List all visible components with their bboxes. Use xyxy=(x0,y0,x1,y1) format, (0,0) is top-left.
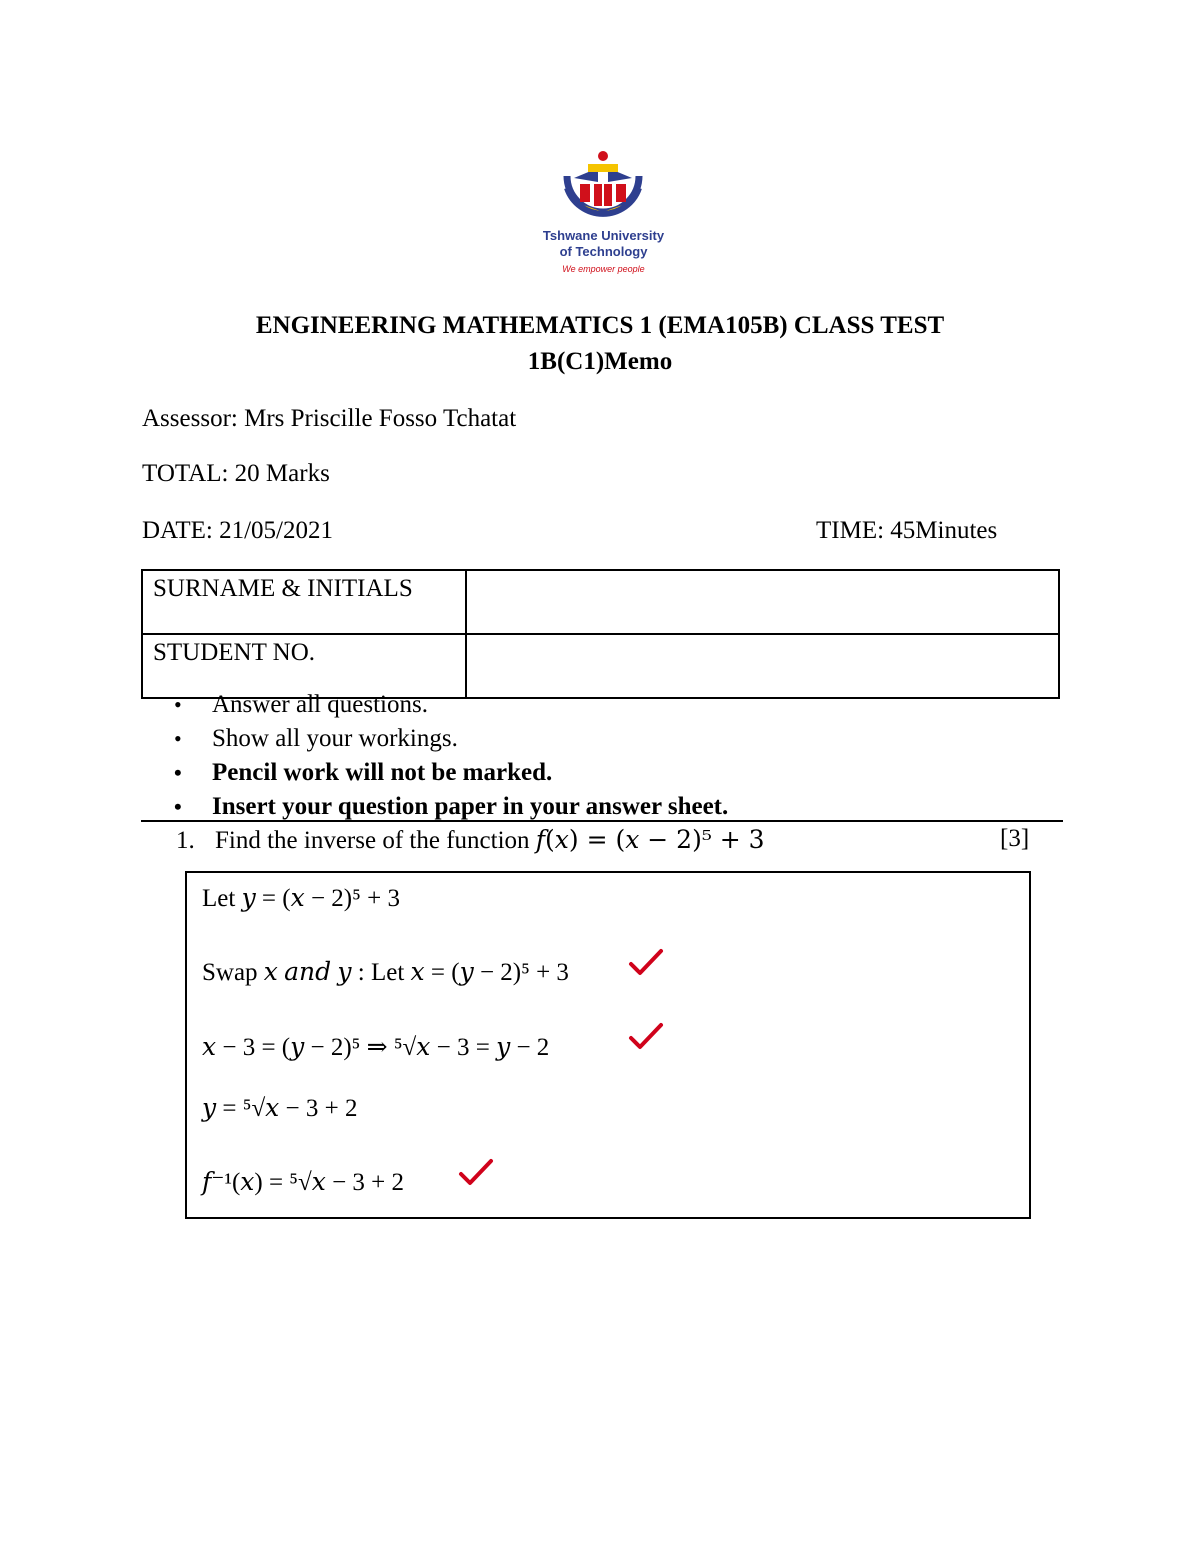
date-line: DATE: 21/05/2021 xyxy=(142,517,333,544)
total-marks-line: TOTAL: 20 Marks xyxy=(142,460,330,487)
time-line: TIME: 45Minutes xyxy=(816,517,998,544)
question-text: Find the inverse of the function xyxy=(215,827,530,854)
logo-text-line2: of Technology xyxy=(559,244,648,259)
instruction-item: • Insert your question paper in your answer sheet. xyxy=(172,790,728,824)
university-logo xyxy=(536,148,671,280)
check-mark-icon xyxy=(458,1158,494,1186)
instructions-list xyxy=(172,688,728,824)
table-row xyxy=(142,570,1059,634)
answer-line-4: 𝑦 = ⁵√𝑥 − 3 + 2 xyxy=(202,1095,358,1122)
instruction-item: • Show all your workings. xyxy=(172,722,728,756)
section-divider xyxy=(141,820,1063,822)
logo-tagline: We empower people xyxy=(562,264,645,274)
logo-text-line1: Tshwane University xyxy=(542,228,665,243)
check-mark-icon xyxy=(628,1022,664,1050)
answer-line-2: Swap 𝑥 𝑎𝑛𝑑 𝑦 : Let 𝑥 = (𝑦 − 2)⁵ + 3 xyxy=(202,959,569,986)
answer-line-1: Let 𝑦 = (𝑥 − 2)⁵ + 3 xyxy=(202,885,400,912)
student-number-label: STUDENT NO. xyxy=(142,634,466,698)
answer-line-3: 𝑥 − 3 = (𝑦 − 2)⁵ ⇒ ⁵√𝑥 − 3 = 𝑦 − 2 xyxy=(202,1034,550,1061)
document-title: ENGINEERING MATHEMATICS 1 (EMA105B) CLASS TEST xyxy=(255,312,945,339)
question-1 xyxy=(176,825,765,855)
student-id-table xyxy=(141,569,1060,699)
instruction-item: • Answer all questions. xyxy=(172,688,728,722)
surname-field[interactable] xyxy=(466,570,1059,634)
question-marks: [3] xyxy=(1000,825,1030,852)
answer-line-5: 𝑓⁻¹(𝑥) = ⁵√𝑥 − 3 + 2 xyxy=(202,1169,405,1196)
assessor-line: Assessor: Mrs Priscille Fosso Tchatat xyxy=(142,405,517,432)
check-mark-icon xyxy=(628,948,664,976)
question-expression: 𝑓(𝑥) = (𝑥 − 2)⁵ + 3 xyxy=(535,825,765,854)
document-subtitle: 1B(C1)Memo xyxy=(527,348,673,375)
surname-label: SURNAME & INITIALS xyxy=(142,570,466,634)
instruction-item: • Pencil work will not be marked. xyxy=(172,756,728,790)
question-number: 1. xyxy=(176,827,195,854)
university-emblem-icon xyxy=(536,148,671,238)
